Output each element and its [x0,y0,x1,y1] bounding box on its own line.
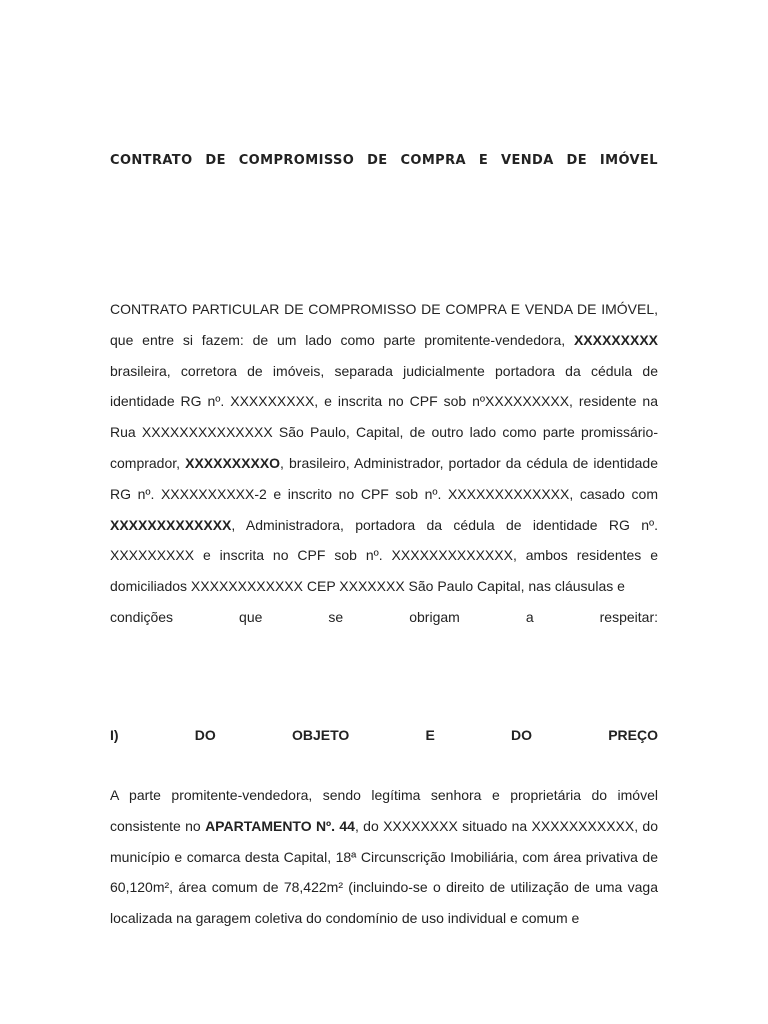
document-title: CONTRATO DE COMPROMISSO DE COMPRA E VENDA DE IMÓVEL [110,153,658,168]
intro-text-4: , Administradora, portadora da cédula de identidade RG nº. XXXXXXXXX e inscrita no CPF sob nº. XXXXXXXXXXXXX, ambos residentes e domiciliados XXXXXXXXXXXX CEP XXXXXXX São Paulo Capital, nas cláusulas e [110,516,658,595]
object-text-2: , do XXXXXXXX situado na XXXXXXXXXXX, do município e comarca desta Capital, 18ª Circunscrição Imobiliária, com área privativa de 60,120m², área comum de 78,422m² (incluindo-se o direito de utilização de uma vaga localizada na garagem coletiva do condomínio de uso individual e comum e [110,817,659,927]
intro-text-3: , brasileiro, Administrador, portador da cédula de identidade RG nº. XXXXXXXXXX-2 e inscrito no CPF sob nº. XXXXXXXXXXXXX, casado com [110,454,658,502]
intro-text-1: CONTRATO PARTICULAR DE COMPROMISSO DE COMPRA E VENDA DE IMÓVEL, que entre si fazem: de um lado como parte promitente-vendedora, [110,301,658,348]
object-paragraph [110,780,658,934]
property-name: APARTAMENTO Nº. 44 [205,817,355,834]
seller-name: XXXXXXXXX [573,331,658,348]
object-text-1: A parte promitente-vendedora, sendo legítima senhora e proprietária do imóvel consistente no [110,787,658,834]
intro-paragraph [110,294,658,633]
intro-text-2: brasileira, corretora de imóveis, separada judicialmente portadora da cédula de identidade RG nº. XXXXXXXXX, e inscrita no CPF sob nºXXXXXXXXX, residente na Rua XXXXXXXXXXXXXX São Paulo, Capital, de outro lado como parte promissário-comprador, [110,362,658,471]
spouse-name: XXXXXXXXXXXXX [110,516,232,533]
buyer-name: XXXXXXXXXO [185,454,281,471]
intro-last-line: condições que se obrigam a respeitar: [110,608,658,625]
section-heading-object-price: I) DO OBJETO E DO PREÇO [110,727,658,743]
